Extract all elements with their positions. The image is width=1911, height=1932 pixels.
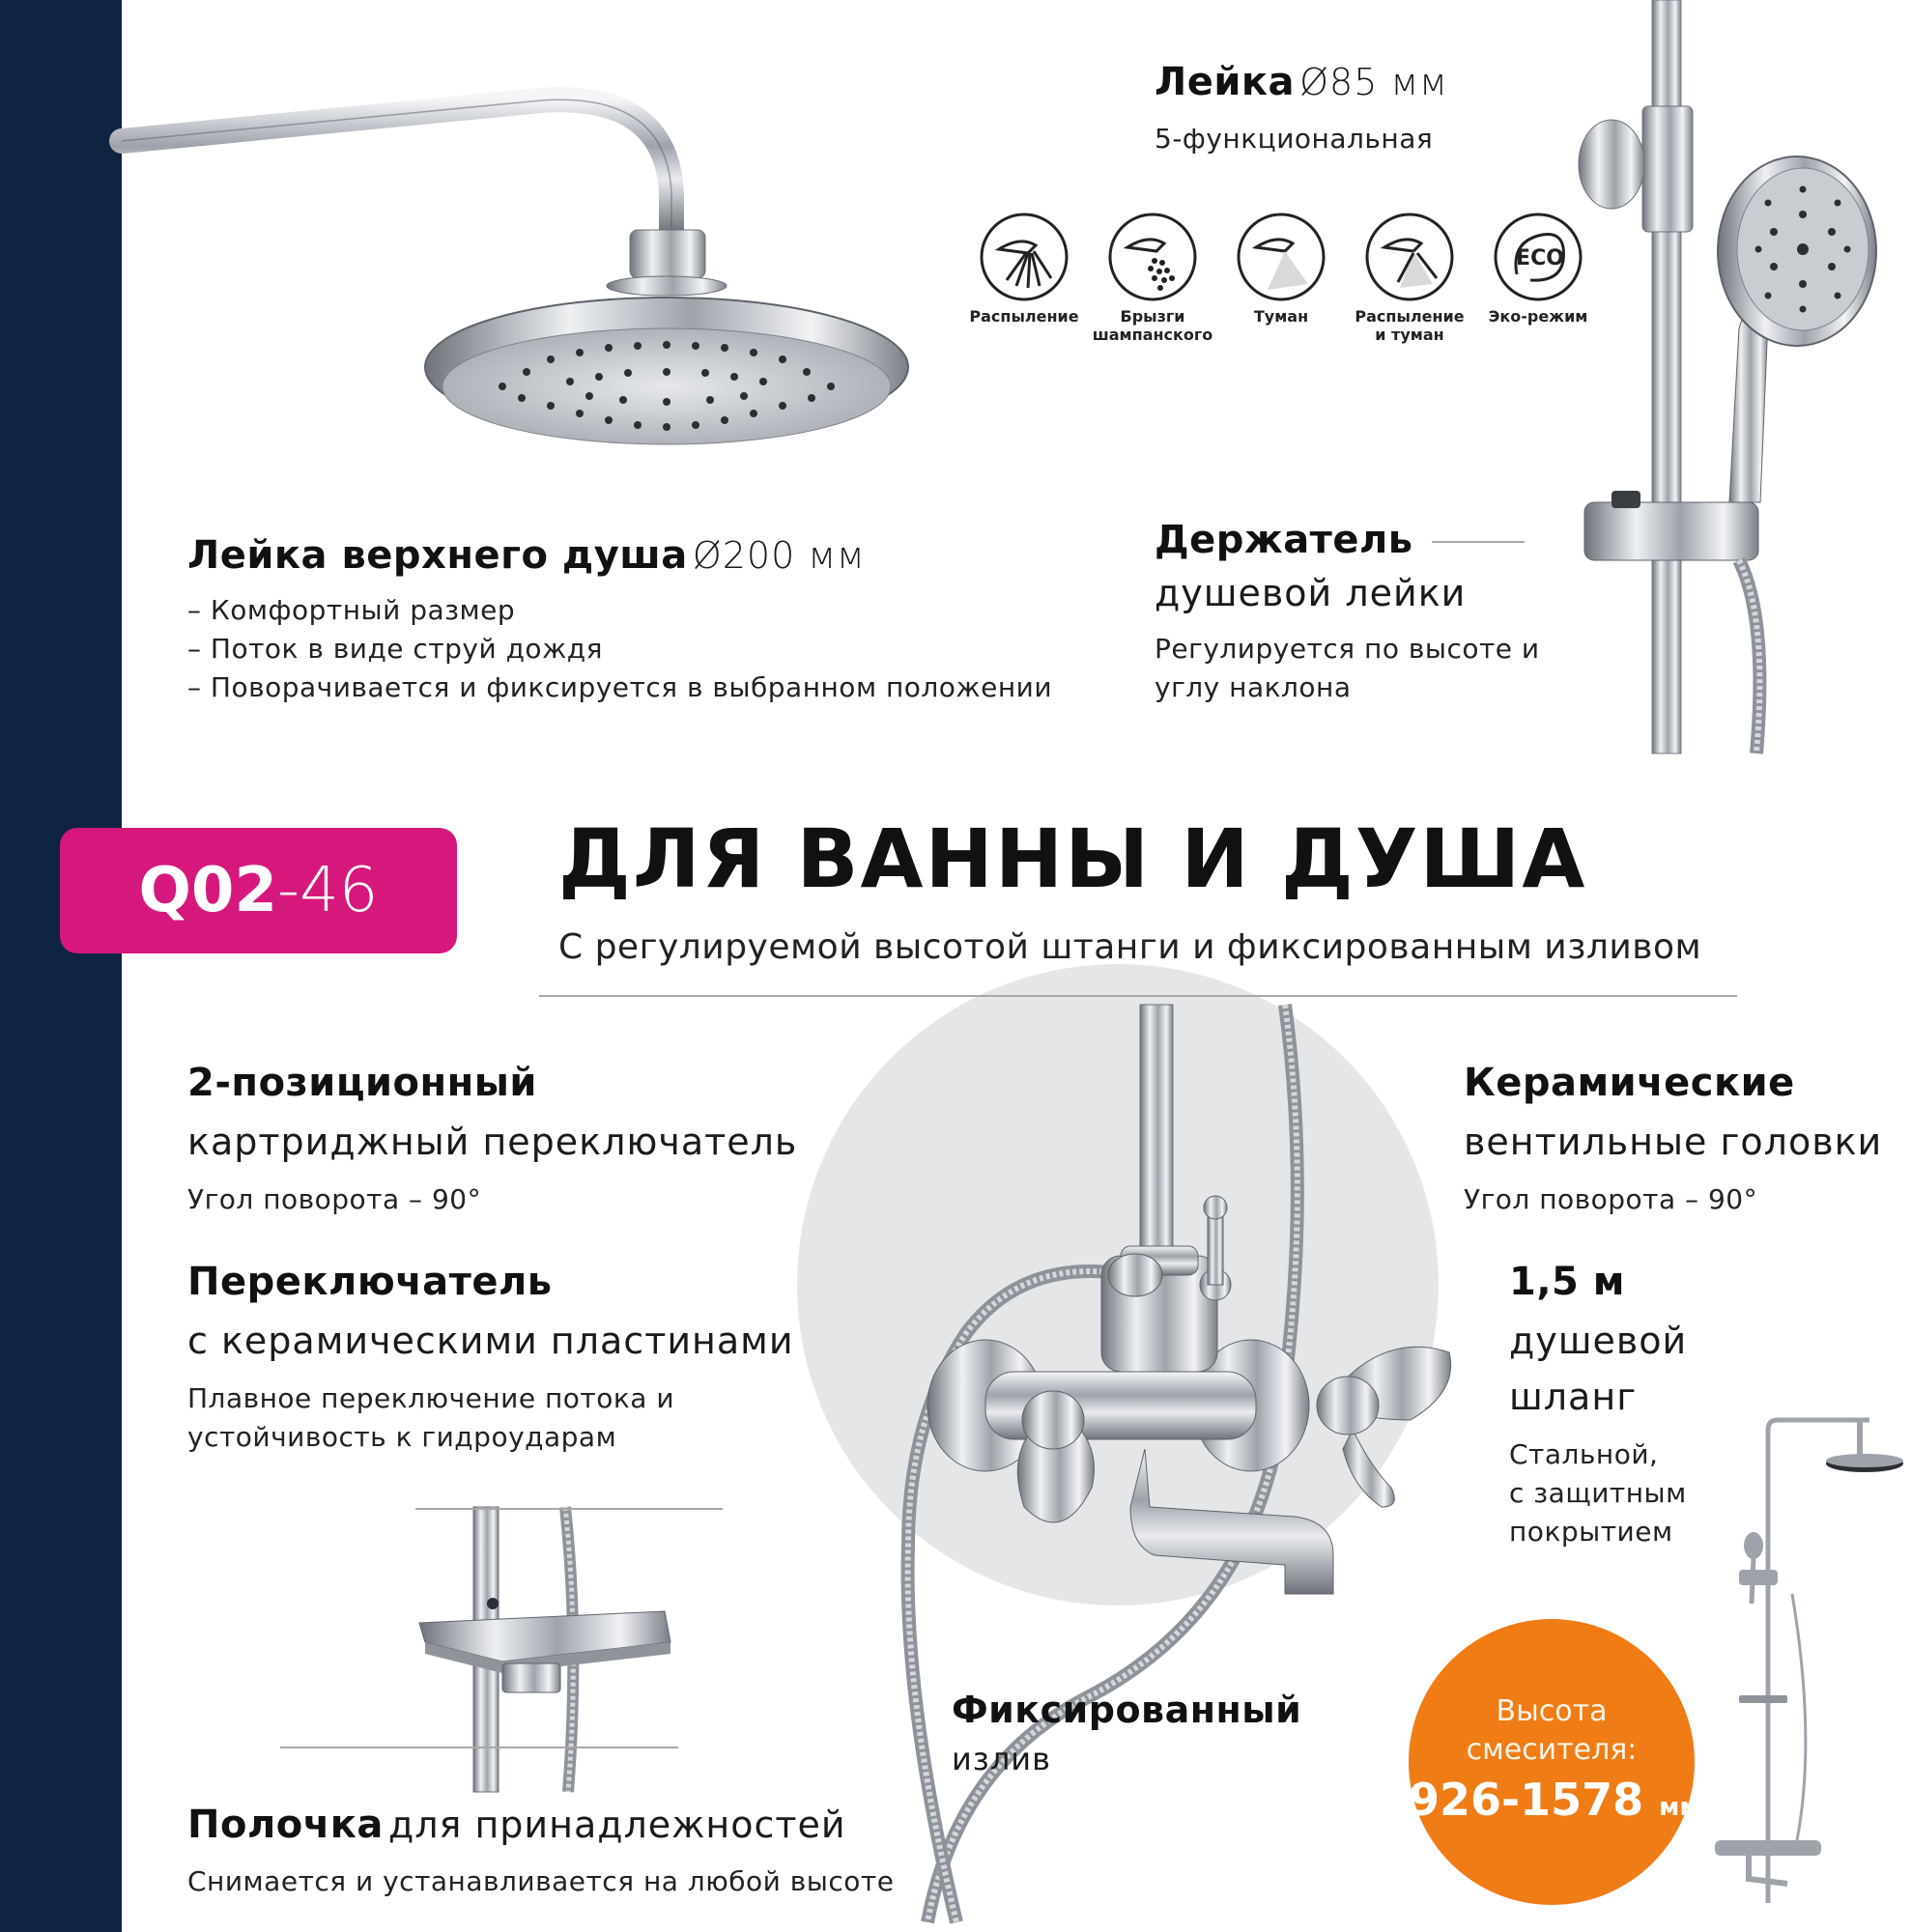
spout-title: Фиксированный [952,1689,1302,1731]
hose-desc-2: с защитным [1509,1477,1687,1509]
height-badge [1409,1619,1700,1905]
mode-mist [1235,211,1349,326]
shelf-image [419,1507,670,1792]
cartridge-desc: Угол поворота – 90° [187,1183,482,1215]
shelf-title-bold: Полочка [187,1803,384,1847]
holder-divider [1432,541,1525,543]
mode-eco-label: Эко-режим [1488,307,1588,326]
spray-mist-mode-icon [1363,211,1456,303]
hose-desc-3: покрытием [1509,1516,1673,1548]
ceramic-desc: Угол поворота – 90° [1464,1183,1758,1215]
shelf-desc: Снимается и устанавливается на любой высоте [187,1865,895,1897]
mode-spray-mist-label-1: Распыление [1355,307,1465,326]
ceramic-title: Керамические [1464,1061,1795,1105]
shelf-title-light: для принадлежностей [387,1804,846,1846]
ceramic-subtitle: вентильные головки [1464,1121,1883,1163]
hose-title: 1,5 м [1509,1260,1625,1304]
overhead-shower-image [122,99,908,444]
height-value [1409,1774,1700,1832]
hand-shower-title-bold: Лейка [1155,60,1296,104]
switch-desc-2: устойчивость к гидроударам [187,1421,617,1453]
overhead-bullet-2: – Поток в виде струй дождя [187,633,603,665]
eco-icon-text: ECO [1516,246,1564,270]
product-subtitle: С регулируемой высотой штанги и фиксированным изливом [558,927,1702,967]
header-divider [539,995,1737,997]
product-title: ДЛЯ ВАННЫ И ДУША [558,811,1587,906]
height-label-1: Высота [1496,1694,1608,1728]
overhead-bullet-1: – Комфортный размер [187,594,516,626]
hose-desc-1: Стальной, [1509,1438,1659,1470]
holder-title: Держатель [1155,518,1413,562]
shelf-bottom-line [280,1747,678,1748]
switch-desc-1: Плавное переключение потока и [187,1382,675,1414]
mode-champagne-label-2: шампанского [1092,326,1213,344]
mist-mode-icon [1235,211,1327,303]
cartridge-subtitle: картриджный переключатель [187,1121,798,1163]
shelf-title [187,1803,846,1847]
eco-mode-icon [1492,211,1584,303]
hand-shower-diameter: Ø85 мм [1299,61,1448,103]
cartridge-title: 2-позиционный [187,1061,537,1105]
switch-title: Переключатель [187,1260,553,1304]
hand-shower-subtitle: 5-функциональная [1155,123,1434,155]
mode-champagne-label-1: Брызги [1120,307,1185,326]
hose-subtitle-2: шланг [1509,1376,1638,1418]
overhead-diameter: Ø200 мм [692,534,866,577]
system-thumbnail-image [1715,1420,1903,1903]
height-label-2: смесителя: [1466,1733,1638,1767]
holder-desc-1: Регулируется по высоте и [1155,633,1540,665]
hand-shower-rail-image [1579,0,1876,753]
model-suffix: -46 [276,855,379,926]
mode-champagne [1092,211,1220,344]
spout-subtitle: излив [952,1741,1051,1777]
mode-spray [969,211,1092,326]
switch-subtitle: с керамическими пластинами [187,1320,794,1362]
height-value-number: 926-1578 [1409,1774,1644,1826]
spray-mode-icon [978,211,1070,303]
height-value-unit: мм [1659,1793,1700,1822]
model-badge [60,828,457,953]
hand-shower-title [1155,60,1448,104]
mode-spray-label: Распыление [969,307,1079,326]
mode-spray-mist [1355,211,1477,344]
model-code: Q02 [138,855,277,926]
overhead-title [187,533,866,578]
mode-spray-mist-label-2: и туман [1375,326,1444,344]
champagne-mode-icon [1106,211,1199,303]
overhead-title-bold: Лейка верхнего душа [187,533,688,578]
shelf-top-line [415,1508,723,1510]
mode-eco [1488,211,1606,326]
holder-subtitle: душевой лейки [1155,572,1467,614]
hose-subtitle-1: душевой [1509,1320,1688,1362]
mode-mist-label: Туман [1253,307,1309,326]
holder-desc-2: углу наклона [1155,671,1352,703]
overhead-bullet-3: – Поворачивается и фиксируется в выбранном положении [187,671,1053,703]
